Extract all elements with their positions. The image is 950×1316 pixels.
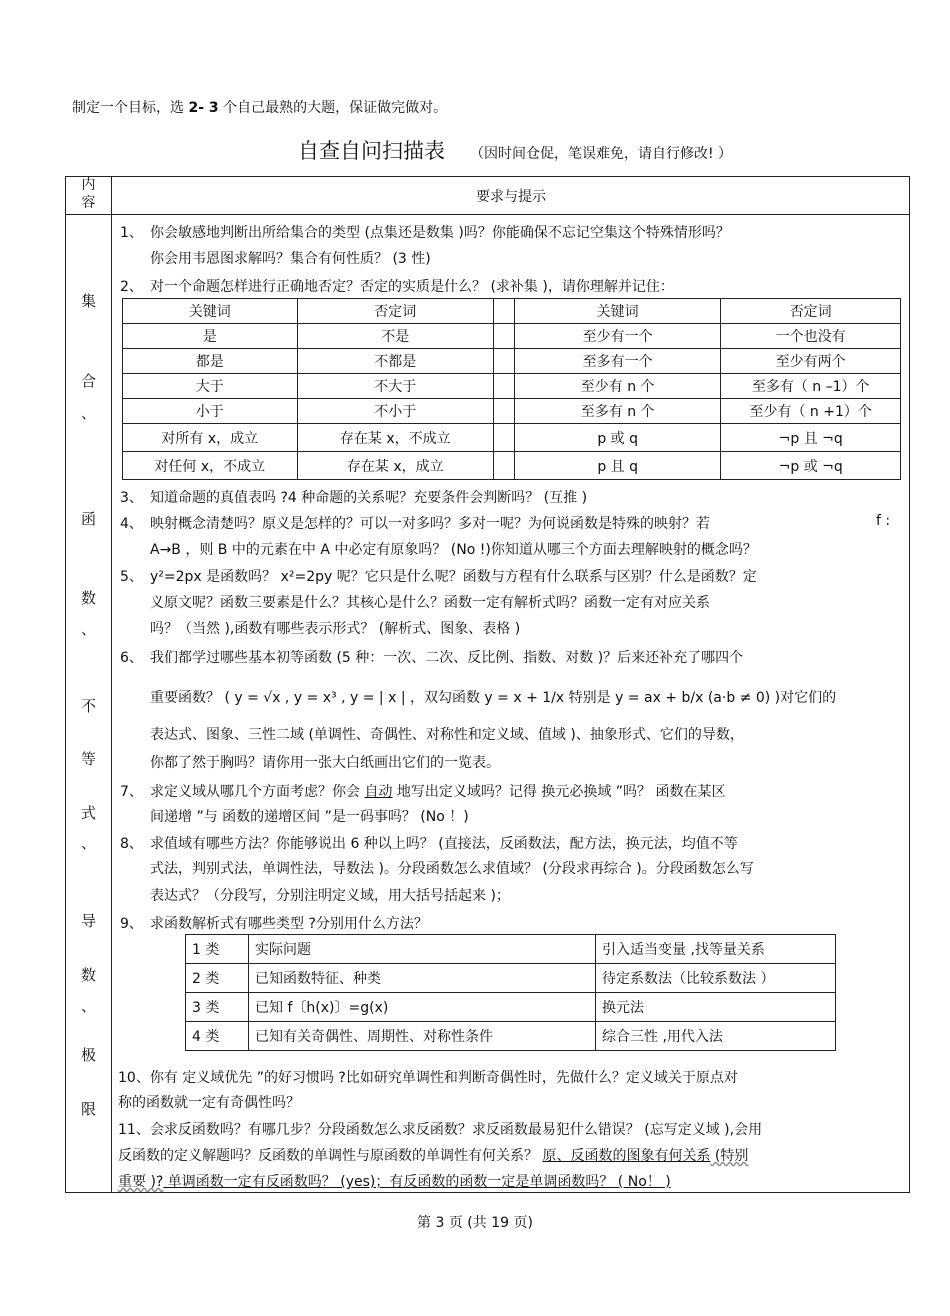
table-cell: 小于 [123, 399, 298, 424]
table-row [186, 993, 836, 1022]
item-5-line-1: y²=2px 是函数吗？ x²=2py 呢？它只是什么呢？函数与方程有什么联系与区别？什么是函数？定 [150, 569, 757, 585]
table-header-cell: 关键词 [514, 299, 720, 324]
item-5-line-2: 义原文呢？函数三要素是什么？其核心是什么？函数一定有解析式吗？函数一定有对应关系 [150, 595, 710, 611]
table-cell: 大于 [123, 374, 298, 399]
side-char: 数 [80, 589, 96, 607]
intro-post: 个自己最熟的大题，保证做完做对。 [218, 100, 448, 116]
page-subtitle: （因时间仓促，笔误难免，请自行修改! ） [470, 146, 733, 162]
table-cell [494, 349, 515, 374]
item-11-text-a: 反函数的定义解题吗？反函数的单调性与原函数的单调性有何关系？ [118, 1148, 543, 1164]
item-5-line-3: 吗？（当然 ),函数有哪些表示形式？ (解析式、图象、表格 ) [150, 621, 521, 637]
table-cell [494, 452, 515, 480]
item-7-text-b: 地写出定义域吗？记得 换元必换域 ”吗？ 函数在某区 [392, 784, 726, 800]
item-4-line-1-tail: f : [876, 513, 891, 529]
table-cell [494, 399, 515, 424]
item-11-wavy-2: 重要 )? [118, 1174, 164, 1190]
table-cell: 存在某 x，不成立 [297, 424, 493, 452]
table-cell: 不是 [297, 324, 493, 349]
item-number: 9、 [120, 916, 143, 932]
table-cell: 至少有 n 个 [514, 374, 720, 399]
header-divider [65, 214, 910, 215]
item-7-line-2: 间递增 ”与 函数的递增区间 ”是一码事吗？ (No ！) [150, 809, 469, 825]
negation-keyword-table [122, 298, 901, 480]
item-7-text-a: 求定义域从哪几个方面考虑？你会 [150, 784, 365, 800]
table-row [123, 349, 901, 374]
item-number: 4、 [120, 516, 143, 532]
item-6-line-3: 表达式、图象、三性二域 (单调性、奇偶性、对称性和定义域、值域 )、抽象形式、它们的导数， [150, 727, 744, 743]
item-1-line-2: 你会用韦恩图求解吗？集合有何性质？ (3 性) [150, 251, 431, 267]
item-6-line-2: 重要函数？ ( y = √x , y = x³ , y = | x | ，双勾函数 y = x + 1/x 特别是 y = ax + b/x (a·b ≠ 0) )对它们的 [150, 690, 837, 706]
item-number: 3、 [120, 490, 143, 506]
item-11-line-2 [118, 1145, 748, 1165]
table-cell: 已知有关奇偶性、周期性、对称性条件 [249, 1022, 596, 1051]
side-char: 、 [80, 997, 96, 1015]
table-header-cell: 关键词 [123, 299, 298, 324]
item-11-underlined: 原、反函数的图象有何关系 [542, 1148, 711, 1164]
table-cell: 是 [123, 324, 298, 349]
side-char: 不 [80, 697, 96, 715]
table-cell: 不小于 [297, 399, 493, 424]
item-6-line-4: 你都了然于胸吗？请你用一张大白纸画出它们的一览表。 [150, 755, 500, 771]
side-char: 、 [80, 404, 96, 422]
table-header-cell: 否定词 [721, 299, 901, 324]
side-char: 等 [80, 750, 96, 768]
item-number: 1、 [120, 225, 143, 241]
table-cell: 存在某 x，成立 [297, 452, 493, 480]
table-row [186, 935, 836, 964]
table-cell: 至多有（ n –1）个 [721, 374, 901, 399]
side-char: 极 [80, 1046, 96, 1064]
table-cell: 对所有 x，成立 [123, 424, 298, 452]
table-cell [494, 424, 515, 452]
item-8-line-2: 式法，判别式法，单调性法，导数法 )。分段函数怎么求值域？ (分段求再综合 )。分段函数怎么写 [150, 861, 754, 877]
header-requirements-label: 要求与提示 [476, 189, 546, 205]
table-cell: 至少有（ n +1）个 [721, 399, 901, 424]
item-11-line-1: 11、会求反函数吗？有哪几步？分段函数怎么求反函数？求反函数最易犯什么错误？ (忘写定义域 ),会用 [118, 1122, 763, 1138]
column-divider [111, 176, 112, 1193]
item-8-line-3: 表达式？（分段写，分别注明定义域，用大括号括起来 )； [150, 888, 510, 904]
side-char: 式 [80, 804, 96, 822]
table-row [123, 299, 901, 324]
table-cell: 不都是 [297, 349, 493, 374]
item-9-line-1: 求函数解析式有哪些类型 ?分别用什么方法？ [150, 916, 428, 932]
table-cell: p 且 q [514, 452, 720, 480]
table-cell: 4 类 [186, 1022, 249, 1051]
item-10-line-2: 称的函数就一定有奇偶性吗？ [118, 1095, 300, 1111]
table-row [123, 399, 901, 424]
item-11-line-3 [118, 1171, 671, 1191]
item-2-line-1: 对一个命题怎样进行正确地否定？否定的实质是什么？ (求补集 )，请你理解并记住： [150, 279, 674, 295]
table-cell: 至多有一个 [514, 349, 720, 374]
item-3-line-1: 知道命题的真值表吗 ?4 种命题的关系呢？充要条件会判断吗？ (互推 ) [150, 490, 588, 506]
item-8-line-1: 求值域有哪些方法？你能够说出 6 种以上吗？ (直接法，反函数法，配方法，换元法，均值不等 [150, 836, 738, 852]
side-char: 限 [80, 1100, 96, 1118]
table-cell: 实际问题 [249, 935, 596, 964]
item-4-line-1: 映射概念清楚吗？原义是怎样的？可以一对多吗？多对一呢？为何说函数是特殊的映射？若 [150, 516, 710, 532]
item-number: 2、 [120, 279, 143, 295]
item-11-wavy: (特别 [710, 1148, 749, 1164]
table-row [123, 452, 901, 480]
table-cell [494, 324, 515, 349]
header-content-label: 内 容 [81, 177, 96, 211]
side-char: 集 [80, 292, 96, 310]
item-6-line-1: 我们都学过哪些基本初等函数 (5 种：一次、二次、反比例、指数、对数 )？后来还补充了哪四个 [150, 650, 744, 666]
table-cell: 引入适当变量 ,找等量关系 [596, 935, 836, 964]
item-1-line-1: 你会敏感地判断出所给集合的类型 (点集还是数集 )吗？你能确保不忘记空集这个特殊情形吗？ [150, 225, 730, 241]
table-cell: p 或 q [514, 424, 720, 452]
table-header-cell: 否定词 [297, 299, 493, 324]
table-row [186, 964, 836, 993]
table-cell: 换元法 [596, 993, 836, 1022]
table-cell: 1 类 [186, 935, 249, 964]
table-cell: 对任何 x，不成立 [123, 452, 298, 480]
item-number: 5、 [120, 569, 143, 585]
table-header-cell [494, 299, 515, 324]
item-number: 6、 [120, 650, 143, 666]
side-char: 合 [80, 372, 96, 390]
table-cell [494, 374, 515, 399]
table-cell: 不大于 [297, 374, 493, 399]
table-row [186, 1022, 836, 1051]
table-cell: 都是 [123, 349, 298, 374]
side-char: 数 [80, 966, 96, 984]
side-char: 、 [80, 620, 96, 638]
item-number: 8、 [120, 836, 143, 852]
item-10-line-1: 10、你有 定义域优先 ”的好习惯吗 ?比如研究单调性和判断奇偶性时，先做什么？定义域关于原点对 [118, 1070, 738, 1086]
intro-pre: 制定一个目标，选 [72, 100, 189, 116]
table-row [123, 374, 901, 399]
table-cell: ¬p 且 ¬q [721, 424, 901, 452]
table-cell: 已知 f〔h(x)〕=g(x) [249, 993, 596, 1022]
item-4-line-2: A→B ，则 B 中的元素在中 A 中必定有原象吗？ (No !)你知道从哪三个方面去理解映射的概念吗？ [150, 542, 757, 558]
table-cell: ¬p 或 ¬q [721, 452, 901, 480]
table-cell: 综合三性 ,用代入法 [596, 1022, 836, 1051]
table-cell: 至少有两个 [721, 349, 901, 374]
side-char: 、 [80, 834, 96, 852]
table-cell: 待定系数法（比较系数法 ） [596, 964, 836, 993]
table-cell: 至多有 n 个 [514, 399, 720, 424]
table-row [123, 424, 901, 452]
table-cell: 2 类 [186, 964, 249, 993]
table-cell: 已知函数特征、种类 [249, 964, 596, 993]
item-11-underlined-2: 单调函数一定有反函数吗？ (yes)；有反函数的函数一定是单调函数吗？ ( No！ ) [163, 1174, 671, 1190]
table-cell: 3 类 [186, 993, 249, 1022]
item-number: 7、 [120, 784, 143, 800]
item-7-line-1 [150, 781, 726, 801]
intro-line [72, 97, 447, 117]
table-row [123, 324, 901, 349]
table-cell: 至少有一个 [514, 324, 720, 349]
side-char: 导 [80, 912, 96, 930]
page-title: 自查自问扫描表 [298, 139, 445, 163]
page-footer: 第 3 页 (共 19 页) [417, 1215, 533, 1231]
side-char: 函 [80, 510, 96, 528]
table-cell: 一个也没有 [721, 324, 901, 349]
item-7-underlined: 自动 [364, 784, 393, 800]
intro-bold: 2- 3 [188, 100, 219, 116]
function-type-table [185, 934, 836, 1051]
